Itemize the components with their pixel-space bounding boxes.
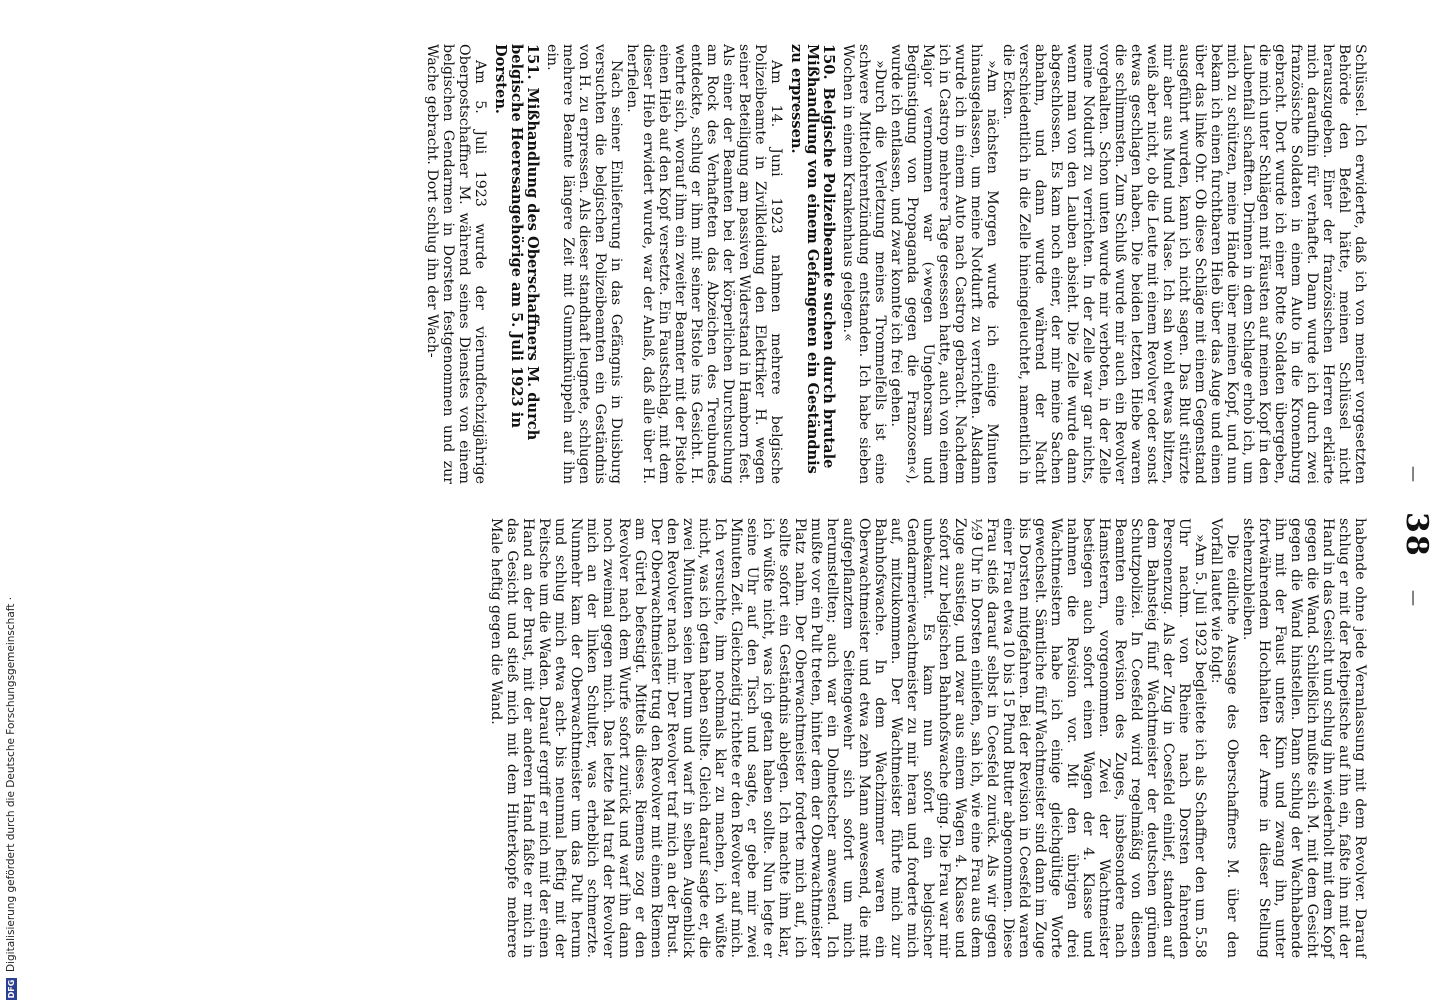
paragraph: habende ohne jede Veranlassung mit dem Revolver. Darauf schlug er mit der Reitpeitsche auf ihn ein, faßte ihn mit der Hand in das Gesicht und schlug ihn wiederholt mit dem Kopf gegen die Wand. Schließlich mußte sich M. mit dem Gesicht gegen die Wand hinstellen. Dann schlug der Wachhabende ihn mit der Faust unters Kinn und zwang ihn, unter fortwährendem Hochhalten der Arme in dieser Stellung stehenzubleiben. <box>1240 518 1368 958</box>
paragraph: »Am nächsten Morgen wurde ich einige Minuten hinausgelassen, um meine Notdurft zu verrichten. Alsdann wurde ich in einem Auto nach Castrop gebracht. Nachdem ich in Castrop mehrere Tage gesessen hatte, auch von einem Major vernommen war (»wegen Ungehorsam und Begünstigung von Propaganda gegen die Franzosen«), wurde ich entlassen, und zwar konnte ich frei gehen. <box>888 44 1000 484</box>
right-text-column <box>488 518 1368 958</box>
section-heading-151 <box>492 44 540 484</box>
paragraph: Am 14. Juni 1923 nahmen mehrere belgische Polizeibeamte in Zivilkleidung den Elektriker H. wegen seiner Beteiligung am passiven Widerstand in Hamborn fest. Als einer der Beamten bei der körperlichen Durchsuchung am Rock des Verhafteten das Abzeichen des Treubundes entdeckte, schlug er ihm mit seiner Pistole ins Gesicht. H. wehrte sich, worauf ihm ein zweiter Beamter mit der Pistole einen Hieb auf den Kopf versetzte. Ein Faustschlag, mit dem dieser Hieb erwidert wurde, war der Anlaß, daß alle über H. herfielen. <box>624 44 784 484</box>
section-heading-150 <box>788 44 836 484</box>
page-header <box>1394 0 1434 1000</box>
header-dash-left: — <box>1405 466 1424 482</box>
page-number: 38 <box>1399 512 1434 558</box>
section-title: Belgische Polizeibeamte suchen durch brutale Mißhandlung von einem Gefangenen ein Geständnis zu erpressen. <box>788 44 837 474</box>
paragraph: Die eidliche Aussage des Oberschaffners M. über den Vorfall lautet wie folgt: <box>1208 518 1240 958</box>
paragraph: »Durch die Verletzung meines Trommelfells ist eine schwere Mittelohrentzündung entstanden. Ich habe sieben Wochen in einem Krankenhaus gelegen.« <box>840 44 888 484</box>
dfg-logo-icon: DFG <box>6 979 16 999</box>
section-number: 151. <box>524 44 541 80</box>
paragraph: »Am 5. Juli 1923 begleitete ich als Schaffner den um 5.58 Uhr nachm. von Rheine nach Dorsten fahrenden Personenzug. Als der Zug in Coesfeld einlief, standen auf dem Bahnsteig fünf Wachtmeister der deutschen grünen Schutzpolizei. In Coesfeld wird regelmäßig von diesen Beamten eine Revision des Zuges, insbesondere nach Hamsterern, vorgenommen. Zwei der Wachtmeister bestiegen auch sofort einen Wagen der 4. Klasse und nahmen die Revision vor. Mit den übrigen drei Wachtmeistern habe ich einige gleichgültige Worte gewechselt. Sämtliche fünf Wachtmeister sind dann im Zuge bis Dorsten mitgefahren. Bei der Revision in Coesfeld waren einer Frau etwa 10 bis 15 Pfund Butter abgenommen. Diese Frau stieß darauf selbst in Coesfeld zurück. Als wir gegen ½9 Uhr in Dorsten einliefen, sah ich, wie eine Frau aus dem Zuge ausstieg, und zwar aus einem Wagen 4. Klasse und sofort zur belgischen Bahnhofswache ging. Die Frau war mir unbekannt. Es kam nun sofort ein belgischer Gendarmeriewachtmeister zu mir heran und forderte mich auf, mitzukommen. Der Wachtmeister führte mich zur Bahnhofswache. In dem Wachzimmer waren ein Oberwachtmeister und etwa zehn Mann anwesend, die mit aufgepflanztem Seitengewehr sich sofort um mich herumstellten; auch war ein Dolmetscher anwesend. Ich mußte vor ein Pult treten, hinter dem der Oberwachtmeister Platz nahm. Der Oberwachtmeister forderte mich auf, ich sollte sofort ein Geständnis ablegen. Ich machte ihm klar, ich wüßte nicht, was ich getan haben sollte. Nun legte er seine Uhr auf den Tisch und sagte, er gebe mir zwei Minuten Zeit. Gleichzeitig richtete er den Revolver auf mich. Ich versuchte, ihm nochmals klar zu machen, ich wüßte nicht, was ich getan haben sollte. Gleich darauf sagte er, die zwei Minuten seien herum und warf in selben Augenblick den Revolver nach mir. Der Revolver traf mich an der Brust. Der Oberwachtmeister trug den Revolver mit einem Riemen am Gürtel befestigt. Mittels dieses Riemens zog er den Revolver nach dem Wurfe sofort zurück und warf ihn dann noch zweimal gegen mich. Das letzte Mal traf der Revolver mich an der linken Schulter, was erheblich schmerzte. Nunmehr kam der Oberwachtmeister um das Pult herum und schlug mich etwa acht- bis neunmal heftig mit der Peitsche um die Waden. Darauf ergriff er mich mit der einen Hand an der Brust, mit der anderen Hand faßte er mich in das Gesicht und stieß mich mit dem Hinterkopfe mehrere Male heftig gegen die Wand. <box>488 518 1208 958</box>
footer-text: Digitalisierung gefördert durch die Deutsche Forschungsgemeinschaft · <box>5 596 17 972</box>
header-dash-right: — <box>1405 590 1424 606</box>
digitization-footer <box>4 0 18 1000</box>
paragraph: Am 5. Juli 1923 wurde der vierundfechzigjährige Oberpostschaffner M. während seines Dienstes von einem belgischen Gendarmen in Dorsten festgenommen und zur Wache gebracht. Dort schlug ihn der Wach- <box>424 44 488 484</box>
section-number: 150. <box>820 44 837 80</box>
left-text-column <box>424 44 1368 484</box>
section-title: Mißhandlung des Oberschaffners M. durch belgische Heeresangehörige am 5. Juli 1923 in Dorsten. <box>492 44 541 441</box>
paragraph: Schlüssel. Ich erwiderte, daß ich von meiner vorgesetzten Behörde den Befehl hätte, meinen Schlüssel nicht herauszugeben. Einer der französischen Herren erklärte mich daraufhin für verhaftet. Dann wurde ich durch zwei französische Soldaten in einem Auto in die Kronenburg gebracht. Dort wurde ich einer Rotte Soldaten übergeben, die mich unter Schlägen mit Fäusten auf meinen Kopf in den Laubenfall schafften. Drinnen in dem Schlage erhob ich, um mich zu schützen, meine Hände über meinen Kopf, und nun bekam ich einen furchtbaren Hieb über das Auge und einen über das linke Ohr. Ob diese Schläge mit einem Gegenstand ausgeführt wurden, kann ich nicht sagen. Das Blut stürzte mir aber aus Mund und Nase. Ich sah wohl etwas blitzen, weiß aber nicht, ob die Leute mit einem Revolver oder sonst etwas geschlagen haben. Die beiden letzten Hiebe waren die schlimmsten. Zum Schluß wurde mir auch ein Revolver vorgehalten. Schon unten wurde mir verboten, in der Zelle meine Notdurft zu verrichten. In der Zelle war gar nichts, wenn man von den Lauben absieht. Die Zelle wurde dann abgeschlossen. Es kam noch einer, der mir meine Sachen abnahm, und dann wurde während der Nacht verschiedentlich in die Zelle hineingeleuchtet, namentlich in die Ecken. <box>1000 44 1368 484</box>
paragraph: Nach seiner Einlieferung in das Gefängnis in Duisburg versuchten die belgischen Polizeibeamten ein Geständnis von H. zu erpressen. Als dieser standhaft leugnete, schlugen mehrere Beamte längere Zeit mit Gummiknüppeln auf ihn ein. <box>544 44 624 484</box>
